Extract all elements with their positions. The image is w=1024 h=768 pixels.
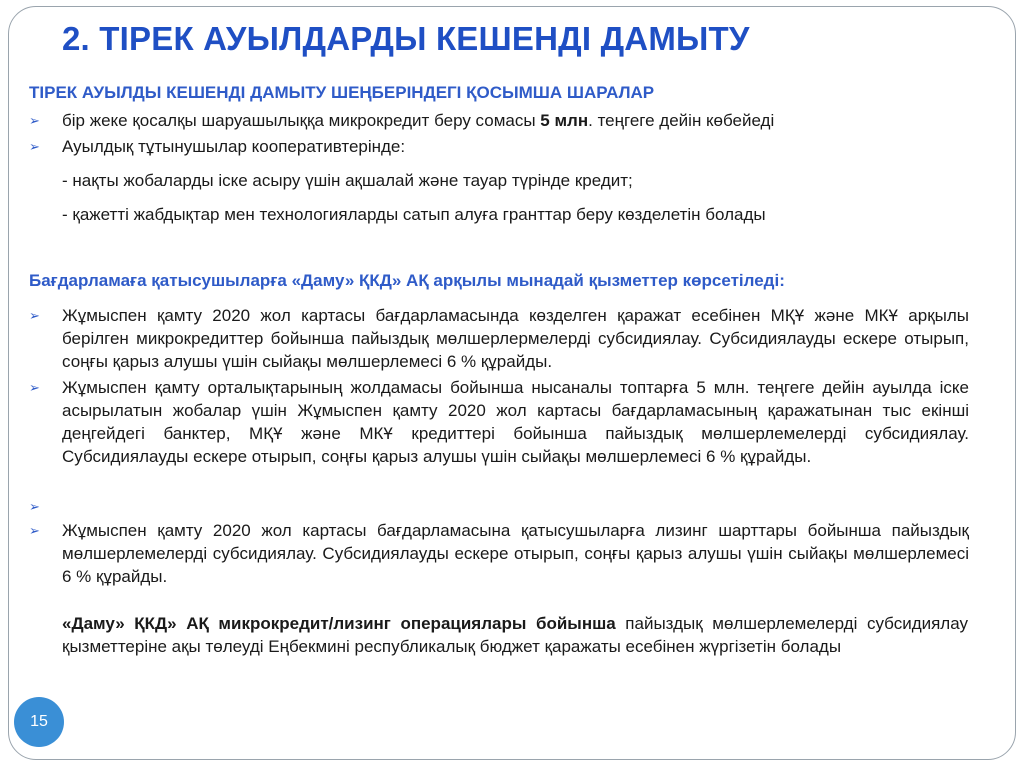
bold-amount: 5 млн: [540, 111, 589, 130]
section-heading-services: Бағдарламаға қатысушыларға «Даму» ҚКД» АҚ арқылы мынадай қызметтер көрсетіледі:: [29, 271, 785, 290]
note-bold: «Даму» ҚКД» АҚ микрокредит/лизинг операциялары бойынша: [62, 614, 616, 633]
arrow-bullet-icon: ➢: [29, 523, 40, 538]
arrow-bullet-icon: ➢: [29, 499, 40, 514]
arrow-bullet-icon: ➢: [29, 139, 40, 154]
section-heading-additional-measures: ТІРЕК АУЫЛДЫ КЕШЕНДІ ДАМЫТУ ШЕҢБЕРІНДЕГІ ҚОСЫМША ШАРАЛАР: [29, 83, 655, 102]
bullet-service-1: [29, 304, 969, 373]
arrow-bullet-icon: ➢: [29, 308, 40, 323]
note-text: пайыздық мөлшерлемелерді субсидиялау қызметтеріне ақы төлеуді Еңбекмині республикалық бюджет қаражаты есебінен жүргізетін болады: [62, 614, 968, 656]
bullet-text: Ауылдық тұтынушылар кооперативтерінде:: [62, 137, 406, 156]
bullet-service-2: [29, 376, 969, 468]
bullet-text: Жұмыспен қамту 2020 жол картасы бағдарламасында көзделген қаражат есебінен МҚҰ және МКҰ арқылы берілген микрокредиттер бойынша пайыздық мөлшерлермелерді субсидиялау. Субсидиялауды ескере отырып, соңғы қарыз алушы үшін сыйақы мөлшерлемесі 6 % құрайды.: [62, 306, 969, 371]
bullet-service-3: [29, 519, 969, 588]
slide-title: 2. ТІРЕК АУЫЛДАРДЫ КЕШЕНДІ ДАМЫТУ: [62, 20, 750, 57]
sub-item-credit: - нақты жобаларды іске асыру үшін ақшалай және тауар түрінде кредит;: [62, 171, 633, 190]
closing-note: [62, 612, 968, 658]
page-number-badge: 15: [14, 697, 64, 747]
bullet-cooperatives: [29, 135, 969, 158]
arrow-bullet-icon: ➢: [29, 380, 40, 395]
bullet-microcredit: [29, 109, 969, 132]
bullet-text: Жұмыспен қамту 2020 жол картасы бағдарламасына қатысушыларға лизинг шарттары бойынша пайыздық мөлшерлемелерді субсидиялау. Субсидиялауды ескере отырып, соңғы қарыз алушы үшін сыйақы мөлшерлемесі 6 % құрайды.: [62, 521, 969, 586]
bullet-text: бір жеке қосалқы шаруашылыққа микрокредит беру сомасы 5 млн. теңгеге дейін көбейеді: [62, 111, 775, 130]
arrow-bullet-icon: ➢: [29, 113, 40, 128]
bullet-text: Жұмыспен қамту орталықтарының жолдамасы бойынша нысаналы топтарға 5 млн. теңгеге дейін ауылда іске асырылатын жобалар үшін Жұмыспен қамту 2020 жол картасы бағдарламасының қаражатынан тыс екінші деңгейдегі банктер, МҚҰ және МКҰ кредиттері бойынша пайыздық мөлшерлемелерді субсидиялау. Субсидиялауды ескере отырып, соңғы қарыз алушы үшін сыйақы мөлшерлемесі 6 % құрайды.: [62, 378, 969, 466]
sub-item-grants: - қажетті жабдықтар мен технологияларды сатып алуға гранттар беру көзделетін болады: [62, 205, 766, 224]
